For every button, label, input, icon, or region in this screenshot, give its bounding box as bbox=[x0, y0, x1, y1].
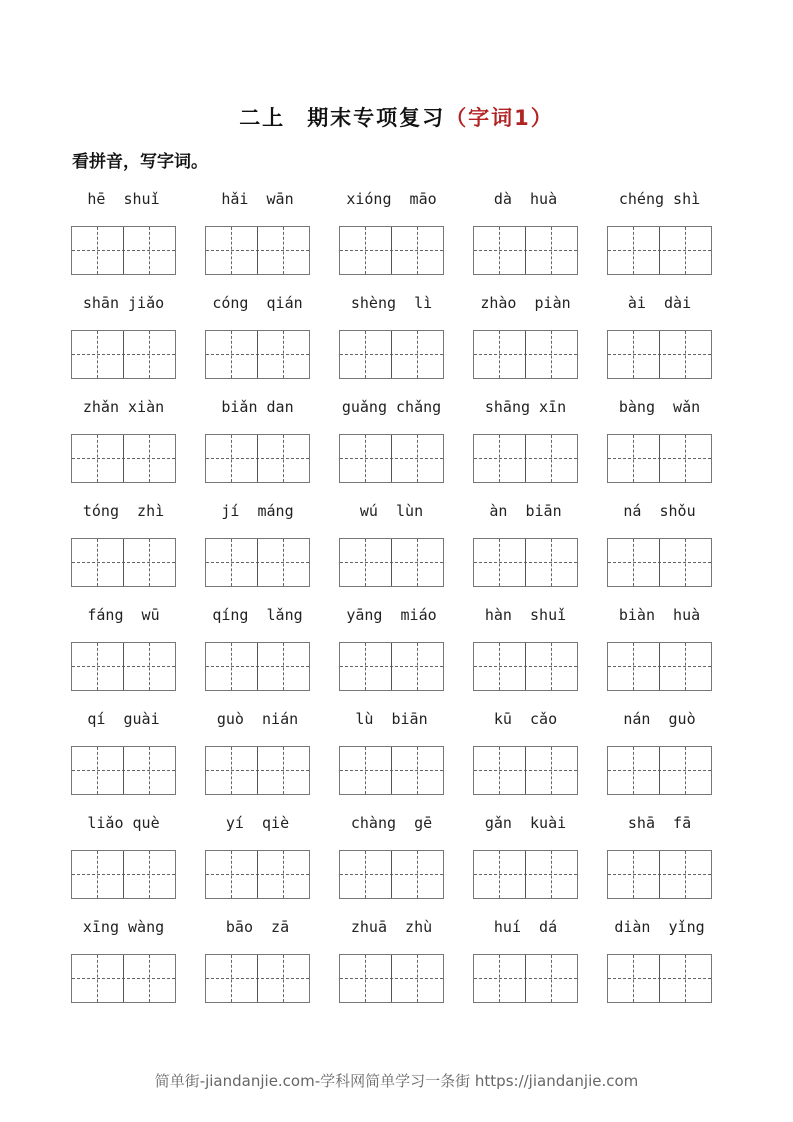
guide-line bbox=[365, 747, 366, 794]
guide-line bbox=[149, 643, 150, 690]
writing-grid-box[interactable] bbox=[339, 538, 444, 587]
exercise-item bbox=[473, 814, 578, 836]
pinyin-label: hē shuǐ bbox=[87, 190, 160, 208]
writing-grid-box[interactable] bbox=[205, 330, 310, 379]
exercise-item bbox=[473, 502, 578, 524]
guide-line bbox=[499, 747, 500, 794]
guide-line bbox=[97, 227, 98, 274]
guide-line bbox=[365, 539, 366, 586]
guide-line bbox=[633, 539, 634, 586]
guide-line bbox=[551, 747, 552, 794]
exercise-item bbox=[607, 190, 712, 212]
box-divider bbox=[659, 747, 660, 794]
box-divider bbox=[123, 851, 124, 898]
box-divider bbox=[257, 955, 258, 1002]
guide-line bbox=[149, 851, 150, 898]
pinyin-label: àn biān bbox=[489, 502, 562, 520]
writing-grid-box[interactable] bbox=[473, 850, 578, 899]
pinyin-label: wú lùn bbox=[359, 502, 424, 520]
guide-line bbox=[499, 643, 500, 690]
box-divider bbox=[257, 227, 258, 274]
exercise-item bbox=[339, 710, 444, 732]
pinyin-label: zhǎn xiàn bbox=[82, 398, 165, 416]
pinyin-label: liǎo què bbox=[87, 814, 160, 832]
pinyin-label: shèng lì bbox=[350, 294, 433, 312]
exercise-item bbox=[473, 710, 578, 732]
writing-grid-box[interactable] bbox=[339, 226, 444, 275]
guide-line bbox=[417, 955, 418, 1002]
exercise-item bbox=[71, 502, 176, 524]
exercise-item bbox=[339, 190, 444, 212]
writing-grid-box[interactable] bbox=[473, 954, 578, 1003]
writing-grid-box[interactable] bbox=[473, 746, 578, 795]
exercise-item bbox=[473, 398, 578, 420]
writing-grid-box[interactable] bbox=[71, 954, 176, 1003]
guide-line bbox=[231, 955, 232, 1002]
box-divider bbox=[257, 435, 258, 482]
box-divider bbox=[391, 643, 392, 690]
guide-line bbox=[417, 643, 418, 690]
title-grade: 二上 bbox=[239, 106, 286, 130]
pinyin-label: diàn yǐng bbox=[614, 918, 705, 936]
writing-grid-box[interactable] bbox=[71, 746, 176, 795]
box-divider bbox=[525, 851, 526, 898]
writing-grid-box[interactable] bbox=[71, 434, 176, 483]
box-divider bbox=[525, 435, 526, 482]
guide-line bbox=[231, 435, 232, 482]
writing-grid-box[interactable] bbox=[607, 954, 712, 1003]
guide-line bbox=[283, 227, 284, 274]
guide-line bbox=[97, 331, 98, 378]
pinyin-label: chéng shì bbox=[618, 190, 701, 208]
exercise-item bbox=[205, 606, 310, 628]
pinyin-label: lù biān bbox=[355, 710, 428, 728]
box-divider bbox=[391, 747, 392, 794]
guide-line bbox=[283, 539, 284, 586]
writing-grid-box[interactable] bbox=[473, 538, 578, 587]
guide-line bbox=[685, 643, 686, 690]
guide-line bbox=[551, 851, 552, 898]
pinyin-label: shān jiǎo bbox=[82, 294, 165, 312]
guide-line bbox=[499, 331, 500, 378]
guide-line bbox=[97, 539, 98, 586]
guide-line bbox=[231, 747, 232, 794]
box-divider bbox=[123, 435, 124, 482]
writing-grid-box[interactable] bbox=[205, 642, 310, 691]
writing-grid-box[interactable] bbox=[71, 538, 176, 587]
guide-line bbox=[149, 747, 150, 794]
exercise-item bbox=[71, 710, 176, 732]
guide-line bbox=[499, 955, 500, 1002]
box-divider bbox=[659, 435, 660, 482]
writing-grid-box[interactable] bbox=[473, 330, 578, 379]
box-divider bbox=[123, 227, 124, 274]
writing-grid-box[interactable] bbox=[339, 330, 444, 379]
guide-line bbox=[417, 539, 418, 586]
pinyin-label: biàn huà bbox=[618, 606, 701, 624]
box-divider bbox=[659, 851, 660, 898]
box-divider bbox=[659, 227, 660, 274]
guide-line bbox=[685, 331, 686, 378]
guide-line bbox=[551, 227, 552, 274]
pinyin-label: bāo zā bbox=[225, 918, 290, 936]
guide-line bbox=[417, 435, 418, 482]
exercise-item bbox=[71, 190, 176, 212]
exercise-item bbox=[205, 710, 310, 732]
box-divider bbox=[123, 643, 124, 690]
guide-line bbox=[283, 747, 284, 794]
guide-line bbox=[551, 643, 552, 690]
box-divider bbox=[257, 539, 258, 586]
pinyin-label: dà huà bbox=[493, 190, 558, 208]
box-divider bbox=[659, 539, 660, 586]
writing-grid-box[interactable] bbox=[205, 954, 310, 1003]
writing-grid-box[interactable] bbox=[607, 642, 712, 691]
pinyin-label: huí dá bbox=[493, 918, 558, 936]
exercise-item bbox=[205, 814, 310, 836]
box-divider bbox=[391, 227, 392, 274]
guide-line bbox=[499, 227, 500, 274]
guide-line bbox=[231, 851, 232, 898]
exercise-item bbox=[205, 502, 310, 524]
box-divider bbox=[391, 851, 392, 898]
guide-line bbox=[685, 747, 686, 794]
title-highlight: （字词1） bbox=[445, 106, 554, 130]
pinyin-label: cóng qián bbox=[212, 294, 303, 312]
guide-line bbox=[417, 227, 418, 274]
box-divider bbox=[257, 331, 258, 378]
guide-line bbox=[365, 331, 366, 378]
guide-line bbox=[97, 747, 98, 794]
pinyin-label: hǎi wān bbox=[221, 190, 294, 208]
exercise-item bbox=[473, 918, 578, 940]
pinyin-label: xióng māo bbox=[346, 190, 437, 208]
pinyin-label: qí guài bbox=[87, 710, 160, 728]
guide-line bbox=[283, 955, 284, 1002]
pinyin-label: tóng zhì bbox=[82, 502, 165, 520]
exercise-item bbox=[473, 606, 578, 628]
box-divider bbox=[659, 955, 660, 1002]
guide-line bbox=[685, 851, 686, 898]
guide-line bbox=[97, 851, 98, 898]
pinyin-label: nán guò bbox=[623, 710, 696, 728]
exercise-item bbox=[205, 398, 310, 420]
exercise-item bbox=[339, 918, 444, 940]
writing-grid-box[interactable] bbox=[607, 746, 712, 795]
guide-line bbox=[365, 955, 366, 1002]
exercise-item bbox=[607, 814, 712, 836]
pinyin-label: zhào piàn bbox=[480, 294, 571, 312]
writing-grid-box[interactable] bbox=[339, 954, 444, 1003]
pinyin-label: shā fā bbox=[627, 814, 692, 832]
writing-grid-box[interactable] bbox=[339, 850, 444, 899]
pinyin-label: biǎn dan bbox=[221, 398, 294, 416]
exercise-item bbox=[607, 710, 712, 732]
pinyin-label: jí máng bbox=[221, 502, 294, 520]
pinyin-label: xīng wàng bbox=[82, 918, 165, 936]
guide-line bbox=[633, 227, 634, 274]
box-divider bbox=[391, 955, 392, 1002]
instruction: 看拼音，写字词。 bbox=[72, 152, 208, 172]
guide-line bbox=[283, 331, 284, 378]
box-divider bbox=[123, 747, 124, 794]
pinyin-label: kū cǎo bbox=[493, 710, 558, 728]
guide-line bbox=[97, 643, 98, 690]
exercise-item bbox=[339, 606, 444, 628]
pinyin-label: qíng lǎng bbox=[212, 606, 303, 624]
pinyin-label: zhuā zhù bbox=[350, 918, 433, 936]
box-divider bbox=[659, 643, 660, 690]
writing-grid-box[interactable] bbox=[607, 226, 712, 275]
guide-line bbox=[283, 435, 284, 482]
pinyin-label: hàn shuǐ bbox=[484, 606, 567, 624]
pinyin-label: guò nián bbox=[216, 710, 299, 728]
guide-line bbox=[685, 539, 686, 586]
guide-line bbox=[685, 227, 686, 274]
writing-grid-box[interactable] bbox=[205, 850, 310, 899]
box-divider bbox=[257, 643, 258, 690]
guide-line bbox=[365, 435, 366, 482]
exercise-item bbox=[71, 398, 176, 420]
exercise-item bbox=[339, 294, 444, 316]
writing-grid-box[interactable] bbox=[607, 434, 712, 483]
guide-line bbox=[365, 643, 366, 690]
writing-grid-box[interactable] bbox=[607, 330, 712, 379]
writing-grid-box[interactable] bbox=[205, 226, 310, 275]
box-divider bbox=[123, 955, 124, 1002]
exercise-item bbox=[339, 814, 444, 836]
guide-line bbox=[97, 435, 98, 482]
guide-line bbox=[149, 331, 150, 378]
guide-line bbox=[633, 643, 634, 690]
exercise-item bbox=[205, 190, 310, 212]
pinyin-label: ài dài bbox=[627, 294, 692, 312]
writing-grid-box[interactable] bbox=[71, 226, 176, 275]
box-divider bbox=[391, 539, 392, 586]
box-divider bbox=[257, 851, 258, 898]
guide-line bbox=[365, 227, 366, 274]
guide-line bbox=[149, 227, 150, 274]
guide-line bbox=[551, 435, 552, 482]
pinyin-label: chàng gē bbox=[350, 814, 433, 832]
guide-line bbox=[365, 851, 366, 898]
exercise-item bbox=[607, 398, 712, 420]
exercise-item bbox=[339, 502, 444, 524]
guide-line bbox=[97, 955, 98, 1002]
guide-line bbox=[149, 955, 150, 1002]
writing-grid-box[interactable] bbox=[205, 538, 310, 587]
box-divider bbox=[257, 747, 258, 794]
exercise-item bbox=[71, 606, 176, 628]
title-main: 期末专项复习 bbox=[307, 106, 446, 130]
guide-line bbox=[499, 851, 500, 898]
footer-watermark: 简单街-jiandanjie.com-学科网简单学习一条街 https://jiandanjie.com bbox=[154, 1072, 639, 1090]
exercise-item bbox=[71, 814, 176, 836]
guide-line bbox=[417, 747, 418, 794]
box-divider bbox=[123, 331, 124, 378]
guide-line bbox=[633, 435, 634, 482]
guide-line bbox=[633, 747, 634, 794]
pinyin-label: shāng xīn bbox=[484, 398, 567, 416]
box-divider bbox=[391, 331, 392, 378]
guide-line bbox=[551, 539, 552, 586]
exercise-item bbox=[205, 294, 310, 316]
box-divider bbox=[525, 955, 526, 1002]
box-divider bbox=[525, 227, 526, 274]
exercise-item bbox=[607, 606, 712, 628]
writing-grid-box[interactable] bbox=[339, 434, 444, 483]
guide-line bbox=[551, 331, 552, 378]
guide-line bbox=[417, 331, 418, 378]
writing-grid-box[interactable] bbox=[71, 642, 176, 691]
writing-grid-box[interactable] bbox=[205, 434, 310, 483]
pinyin-label: yí qiè bbox=[225, 814, 290, 832]
writing-grid-box[interactable] bbox=[339, 642, 444, 691]
exercise-item bbox=[607, 918, 712, 940]
pinyin-label: yāng miáo bbox=[346, 606, 437, 624]
box-divider bbox=[391, 435, 392, 482]
box-divider bbox=[525, 539, 526, 586]
box-divider bbox=[525, 331, 526, 378]
box-divider bbox=[525, 747, 526, 794]
writing-grid-box[interactable] bbox=[339, 746, 444, 795]
box-divider bbox=[525, 643, 526, 690]
guide-line bbox=[633, 851, 634, 898]
writing-grid-box[interactable] bbox=[205, 746, 310, 795]
guide-line bbox=[685, 955, 686, 1002]
guide-line bbox=[283, 643, 284, 690]
pinyin-label: gǎn kuài bbox=[484, 814, 567, 832]
pinyin-label: bàng wǎn bbox=[618, 398, 701, 416]
guide-line bbox=[231, 643, 232, 690]
exercise-item bbox=[473, 294, 578, 316]
writing-grid-box[interactable] bbox=[607, 850, 712, 899]
page-title bbox=[0, 102, 793, 132]
guide-line bbox=[685, 435, 686, 482]
exercise-item bbox=[473, 190, 578, 212]
guide-line bbox=[633, 331, 634, 378]
exercise-item bbox=[607, 502, 712, 524]
guide-line bbox=[499, 539, 500, 586]
exercise-item bbox=[71, 918, 176, 940]
box-divider bbox=[123, 539, 124, 586]
guide-line bbox=[499, 435, 500, 482]
guide-line bbox=[283, 851, 284, 898]
exercise-item bbox=[339, 398, 444, 420]
guide-line bbox=[417, 851, 418, 898]
pinyin-label: ná shǒu bbox=[623, 502, 696, 520]
writing-grid-box[interactable] bbox=[71, 850, 176, 899]
pinyin-label: guǎng chǎng bbox=[341, 398, 442, 416]
guide-line bbox=[149, 435, 150, 482]
guide-line bbox=[231, 331, 232, 378]
guide-line bbox=[231, 539, 232, 586]
guide-line bbox=[633, 955, 634, 1002]
writing-grid-box[interactable] bbox=[473, 434, 578, 483]
exercise-item bbox=[607, 294, 712, 316]
box-divider bbox=[659, 331, 660, 378]
guide-line bbox=[149, 539, 150, 586]
exercise-item bbox=[205, 918, 310, 940]
writing-grid-box[interactable] bbox=[607, 538, 712, 587]
guide-line bbox=[231, 227, 232, 274]
writing-grid-box[interactable] bbox=[71, 330, 176, 379]
exercise-item bbox=[71, 294, 176, 316]
pinyin-label: fáng wū bbox=[87, 606, 160, 624]
writing-grid-box[interactable] bbox=[473, 226, 578, 275]
guide-line bbox=[551, 955, 552, 1002]
writing-grid-box[interactable] bbox=[473, 642, 578, 691]
